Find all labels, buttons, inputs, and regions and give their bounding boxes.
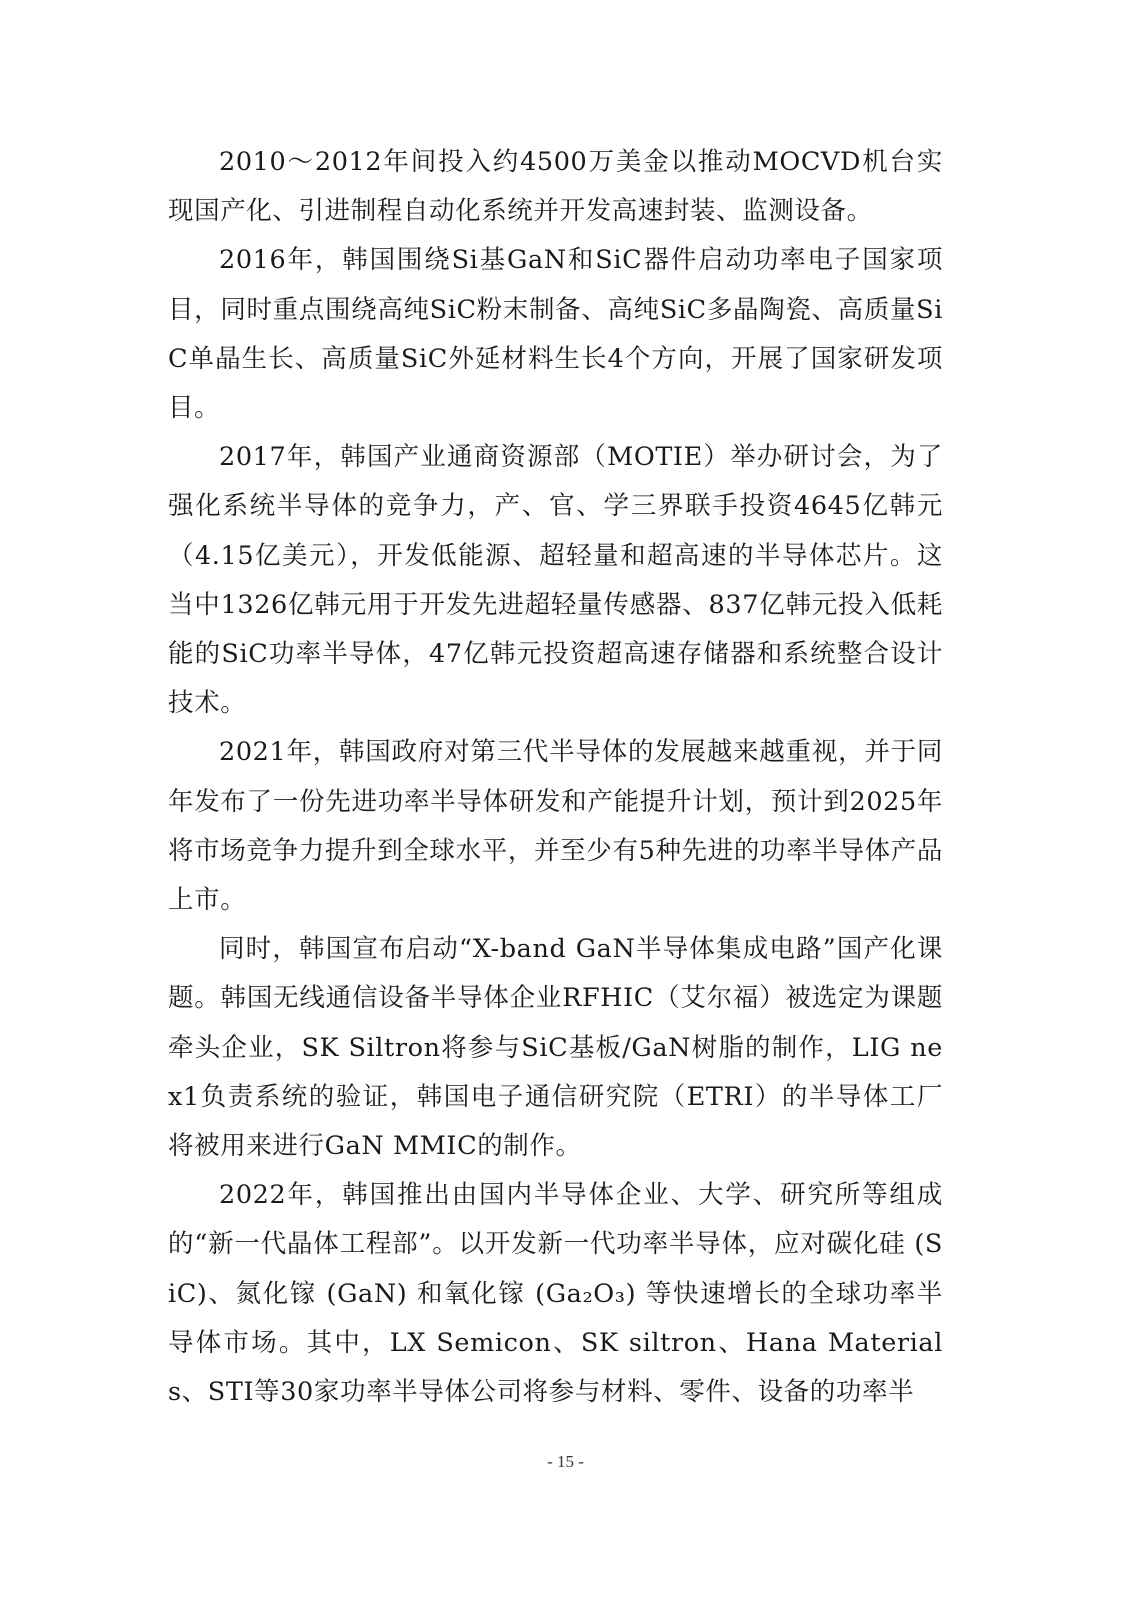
paragraph-2016-power-electronics: 2016年，韩国围绕Si基GaN和SiC器件启动功率电子国家项目，同时重点围绕高纯SiC粉末制备、高纯SiC多晶陶瓷、高质量SiC单晶生长、高质量SiC外延材料生长4个方向，开展了国家研发项目。: [168, 245, 943, 424]
paragraph-2022-crystal-dept: 2022年，韩国推出由国内半导体企业、大学、研究所等组成的“新一代晶体工程部”。以开发新一代功率半导体，应对碳化硅 (SiC)、氮化镓 (GaN) 和氧化镓 (Ga₂O₃) 等快速增长的全球功率半导体市场。其中，LX Semicon、SK siltron、Hana Materials、STI等30家功率半导体公司将参与材料、零件、设备的功率半: [168, 1180, 943, 1408]
page-number: - 15 -: [547, 1452, 584, 1471]
paragraph-2017-motie: 2017年，韩国产业通商资源部（MOTIE）举办研讨会，为了强化系统半导体的竞争力，产、官、学三界联手投资4645亿韩元（4.15亿美元），开发低能源、超轻量和超高速的半导体芯片。这当中1326亿韩元用于开发先进超轻量传感器、837亿韩元投入低耗能的SiC功率半导体，47亿韩元投资超高速存储器和系统整合设计技术。: [168, 442, 943, 719]
paragraph-2021-plan: 2021年，韩国政府对第三代半导体的发展越来越重视，并于同年发布了一份先进功率半导体研发和产能提升计划，预计到2025年将市场竞争力提升到全球水平，并至少有5种先进的功率半导体产品上市。: [168, 737, 943, 916]
paragraph-xband-gan: 同时，韩国宣布启动“X-band GaN半导体集成电路”国产化课题。韩国无线通信设备半导体企业RFHIC（艾尔福）被选定为课题牵头企业，SK Siltron将参与SiC基板/GaN树脂的制作，LIG nex1负责系统的验证，韩国电子通信研究院（ETRI）的半导体工厂将被用来进行GaN MMIC的制作。: [168, 934, 943, 1162]
body-text: [168, 138, 943, 1417]
paragraph-mocvd-investment: 2010～2012年间投入约4500万美金以推动MOCVD机台实现国产化、引进制程自动化系统并开发高速封装、监测设备。: [168, 147, 943, 227]
